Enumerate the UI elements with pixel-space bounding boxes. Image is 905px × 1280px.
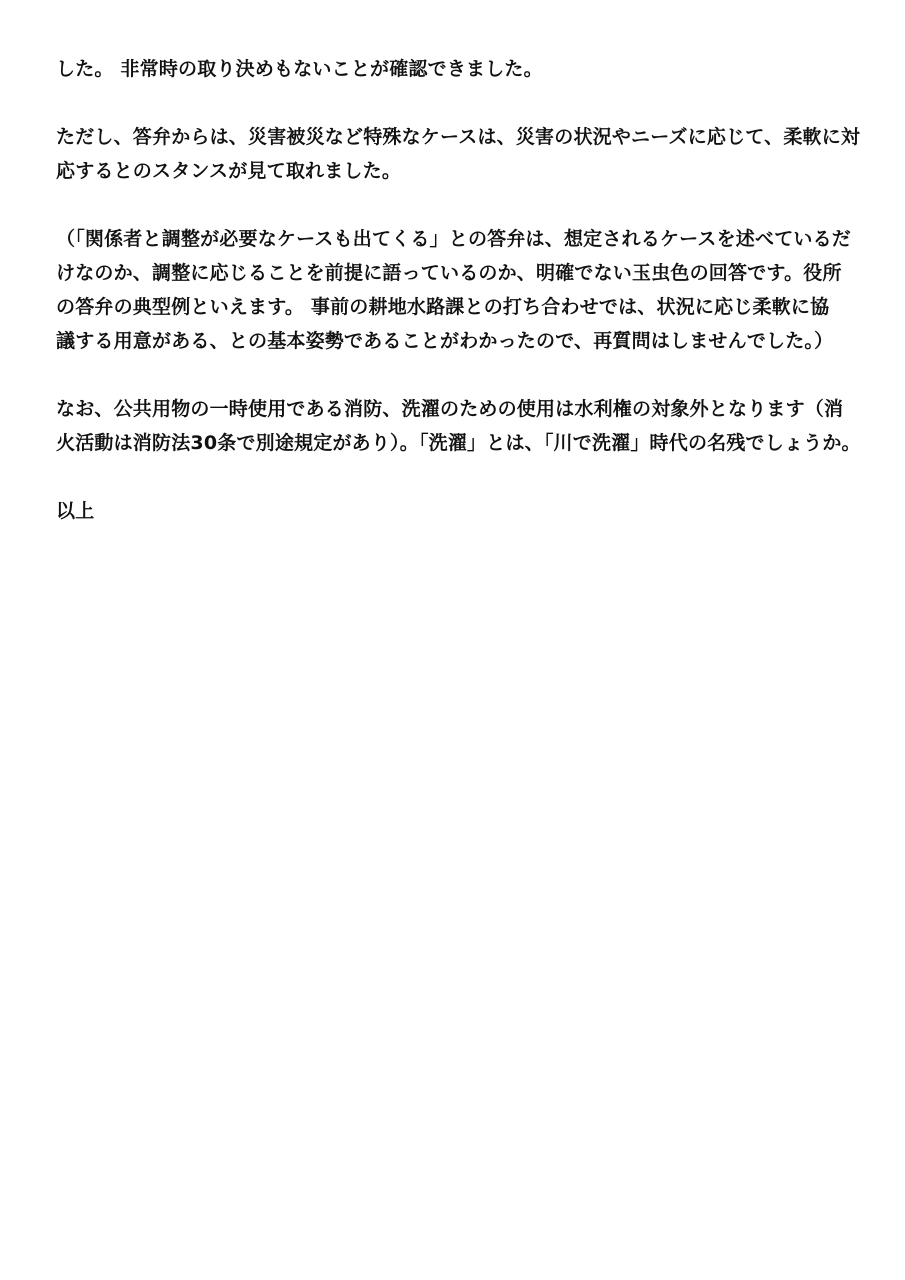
paragraph-commentary <box>56 222 856 358</box>
paragraph-flexible-stance <box>56 120 861 188</box>
paragraph-closing <box>56 494 856 528</box>
paragraph-water-rights-note <box>56 392 861 460</box>
text-line: けなのか、調整に応じることを前提に語っているのか、明確でない玉虫色の回答です。役所 <box>56 262 842 284</box>
document-body <box>56 52 861 562</box>
closing-text: 以上 <box>56 500 95 522</box>
text-line: した。 非常時の取り決めもないことが確認できました。 <box>56 58 543 80</box>
paragraph-confirmation <box>56 52 856 86</box>
text-line: （「関係者と調整が必要なケースも出てくる」との答弁は、想定されるケースを述べているだ <box>56 228 852 250</box>
text-line: 議する用意がある、との基本姿勢であることがわかったので、再質問はしませんでした。） <box>56 330 834 352</box>
text-line: なお、公共用物の一時使用である消防、洗濯のための使用は水利権の対象外となります（消 <box>56 398 844 420</box>
text-line: の答弁の典型例といえます。 事前の耕地水路課との打ち合わせでは、状況に応じ柔軟に協 <box>56 296 830 318</box>
text-line: 応するとのスタンスが見て取れました。 <box>56 160 402 182</box>
text-line: 火活動は消防法30条で別途規定があり）。「洗濯」とは、「川で洗濯」時代の名残でしょうか。 <box>56 432 861 454</box>
text-line: ただし、答弁からは、災害被災など特殊なケースは、災害の状況やニーズに応じて、柔軟に対 <box>56 126 861 148</box>
